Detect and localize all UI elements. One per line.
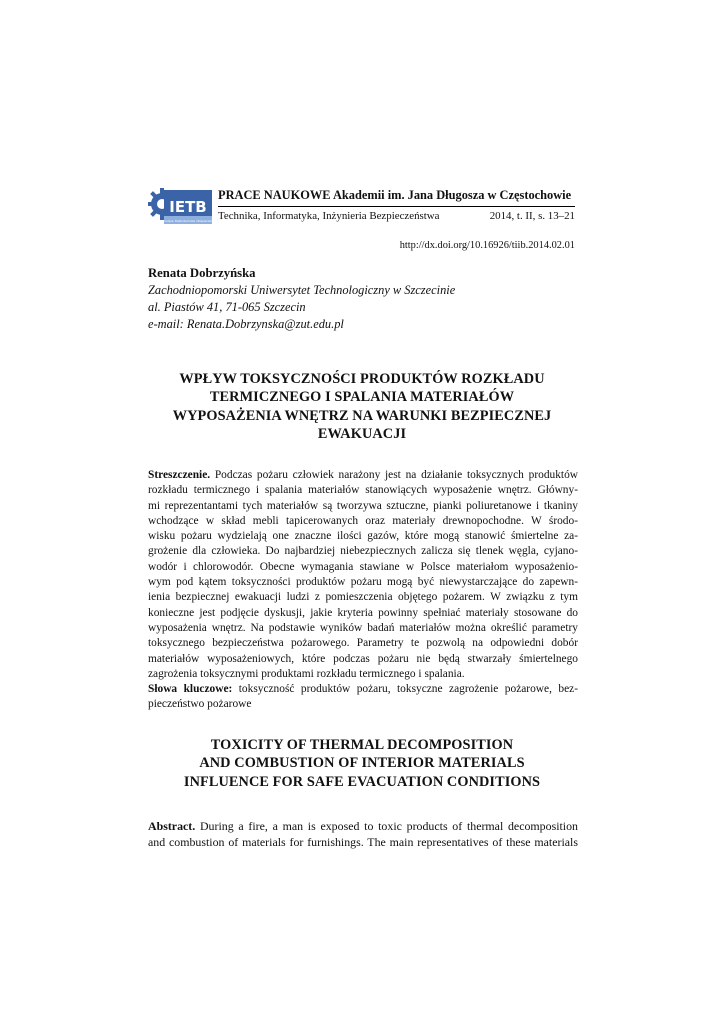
keywords-text: toksyczność produktów pożaru, toksyczne zagrożenie pożarowe, bez- (232, 683, 578, 696)
journal-title: PRACE NAUKOWE Akademii im. Jana Długosza w Częstochowie (218, 188, 572, 202)
author-block (148, 265, 578, 333)
title-english (148, 736, 576, 791)
title-line: INFLUENCE FOR SAFE EVACUATION CONDITIONS (183, 773, 541, 790)
keywords-line: pieczeństwo pożarowe (148, 698, 252, 711)
abstract-line: toksycznego bezpieczeństwa pożarowego. Parametry te pozwolą na odpowiedni dobór (148, 637, 578, 650)
title-line: WPŁYW TOKSYCZNOŚCI PRODUKTÓW ROZKŁADU (179, 371, 545, 387)
abstract-line: rozkładu termicznego i spalania materiałów stanowiących wyposażenie wnętrz. Główny- (148, 484, 578, 497)
author-name: Renata Dobrzyńska (148, 266, 256, 280)
title-polish (148, 370, 576, 443)
title-line: AND COMBUSTION OF INTERIOR MATERIALS (199, 755, 525, 772)
abstract-line: wisku pożaru wydzielają one znaczne ilości gazów, które mogą stanowić śmiertelne za- (148, 530, 578, 543)
keywords-line (148, 682, 578, 697)
author-affiliation: Zachodniopomorski Uniwersytet Technologiczny w Szczecinie (148, 283, 456, 297)
journal-series: Technika, Informatyka, Inżynieria Bezpieczeństwa (218, 210, 440, 222)
abstract-label: Abstract. (148, 819, 196, 833)
abstract-line: wyposażenia wnętrz. Na podstawie wyników badań materiałów można określić parametry (148, 621, 578, 634)
doi-link[interactable]: http://dx.doi.org/10.16926/tiib.2014.02.01 (399, 240, 575, 251)
title-line: WYPOSAŻENIA WNĘTRZ NA WARUNKI BEZPIECZNEJ (172, 407, 552, 424)
keywords-label: Słowa kluczowe: (148, 683, 233, 696)
logo-text: IETB (169, 198, 207, 216)
volume-info: 2014, t. II, s. 13–21 (489, 210, 575, 222)
gear-logo-icon (148, 182, 214, 228)
header-divider (218, 206, 575, 207)
abstract-line (148, 468, 578, 483)
abstract-line: wodór i chlorowodór. Obecne wymagania stawiane w Polsce materiałom wyposażenio- (148, 560, 578, 573)
abstract-english (148, 818, 578, 851)
abstract-line: materiałów wyposażeniowych, które podczas pożaru nie będą stwarzały śmiertelnego (148, 652, 578, 665)
abstract-text: During a fire, a man is exposed to toxic products of thermal decomposition (195, 819, 578, 833)
author-address: al. Piastów 41, 71-065 Szczecin (148, 300, 306, 314)
title-line: EWAKUACJI (317, 425, 407, 442)
abstract-text: Podczas pożaru człowiek narażony jest na działanie toksycznych produktów (210, 469, 578, 481)
abstract-line: zagrożenia toksycznymi produktami rozkładu termicznego i spalania. (148, 667, 465, 680)
abstract-line (148, 818, 578, 834)
author-email[interactable]: e-mail: Renata.Dobrzynska@zut.edu.pl (148, 317, 344, 331)
abstract-line: and combustion of materials for furnishings. The main representatives of these materials (148, 835, 578, 850)
abstract-polish (148, 468, 578, 713)
abstract-line: mi reprezentantami tych materiałów są tworzywa sztuczne, pianki poliuretanowe i tkaniny (148, 499, 578, 512)
abstract-line: wym pod kątem toksyczności produktów pożaru mogą być niewystarczające do zapewn- (148, 576, 578, 589)
abstract-line: konieczne jest podjęcie dyskusji, jakie kryteria powinny spełniać materiały stosowane do (148, 606, 578, 619)
abstract-line: wchodzące w skład mebli tapicerowanych oraz materiały drewnopochodne. W środo- (148, 514, 578, 527)
logo-caption: Informatyka, Elektrotechnika i Bezpieczeństwo (157, 220, 214, 223)
abstract-line: ienia bezpiecznej ewakuacji ludzi z pomieszczenia objętego pożarem. W związku z tym (148, 591, 578, 604)
journal-logo (148, 182, 214, 228)
abstract-label: Streszczenie. (148, 469, 211, 481)
title-line: TERMICZNEGO I SPALANIA MATERIAŁÓW (209, 389, 515, 406)
abstract-line: grożenie dla człowieka. Do najbardziej niebezpiecznych zalicza się tlenek węgla, cyjano- (148, 545, 578, 558)
title-line: TOXICITY OF THERMAL DECOMPOSITION (210, 737, 514, 753)
